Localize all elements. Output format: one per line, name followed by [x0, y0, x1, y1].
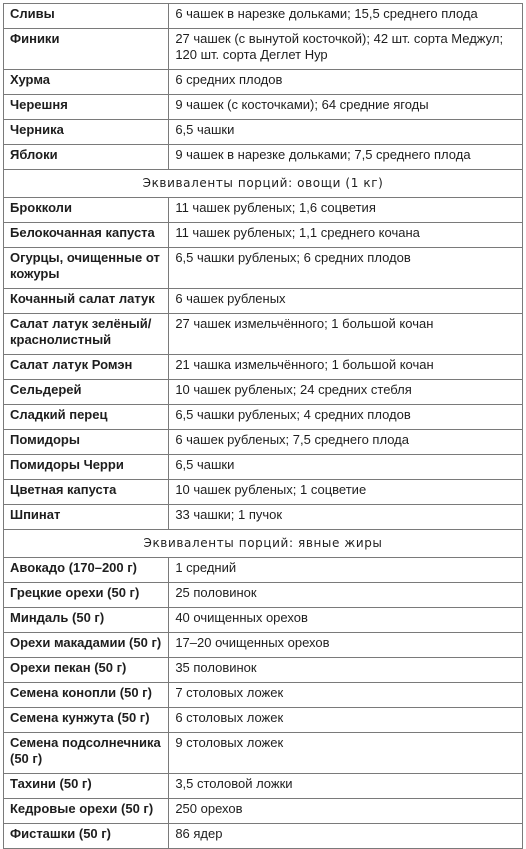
food-name: Миндаль (50 г)	[4, 608, 169, 633]
portion-value: 11 чашек рубленых; 1,6 соцветия	[169, 198, 523, 223]
portion-value: 10 чашек рубленых; 24 средних стебля	[169, 380, 523, 405]
portion-value: 6 чашек в нарезке дольками; 15,5 среднего плода	[169, 4, 523, 29]
portion-value: 250 орехов	[169, 799, 523, 824]
food-name: Кочанный салат латук	[4, 289, 169, 314]
table-row	[4, 29, 523, 70]
food-name: Яблоки	[4, 145, 169, 170]
table-row	[4, 658, 523, 683]
table-row	[4, 355, 523, 380]
food-name: Салат латук Ромэн	[4, 355, 169, 380]
portion-value: 6 столовых ложек	[169, 708, 523, 733]
table-row	[4, 95, 523, 120]
table-row	[4, 430, 523, 455]
table-row	[4, 380, 523, 405]
section-header-row	[4, 170, 523, 198]
portion-value: 17–20 очищенных орехов	[169, 633, 523, 658]
table-row	[4, 248, 523, 289]
portion-value: 6,5 чашки	[169, 120, 523, 145]
portion-value: 40 очищенных орехов	[169, 608, 523, 633]
section-header-row	[4, 530, 523, 558]
food-name: Семена подсолнечника (50 г)	[4, 733, 169, 774]
food-name: Фисташки (50 г)	[4, 824, 169, 849]
table-row	[4, 583, 523, 608]
portion-value: 6,5 чашки рубленых; 6 средних плодов	[169, 248, 523, 289]
table-row	[4, 405, 523, 430]
food-name: Шпинат	[4, 505, 169, 530]
table-row	[4, 289, 523, 314]
table-row	[4, 799, 523, 824]
table-body	[4, 4, 523, 849]
table-row	[4, 683, 523, 708]
portion-value: 3,5 столовой ложки	[169, 774, 523, 799]
food-name: Кедровые орехи (50 г)	[4, 799, 169, 824]
food-name: Грецкие орехи (50 г)	[4, 583, 169, 608]
portion-value: 6,5 чашки рубленых; 4 средних плодов	[169, 405, 523, 430]
table-row	[4, 198, 523, 223]
food-name: Семена конопли (50 г)	[4, 683, 169, 708]
table-row	[4, 733, 523, 774]
food-name: Орехи макадамии (50 г)	[4, 633, 169, 658]
portion-value: 27 чашек (с вынутой косточкой); 42 шт. сорта Меджул; 120 шт. сорта Деглет Нур	[169, 29, 523, 70]
food-name: Помидоры	[4, 430, 169, 455]
food-name: Сладкий перец	[4, 405, 169, 430]
food-name: Сливы	[4, 4, 169, 29]
portion-value: 1 средний	[169, 558, 523, 583]
portion-value: 6,5 чашки	[169, 455, 523, 480]
food-name: Брокколи	[4, 198, 169, 223]
food-name: Салат латук зелёный/ краснолистный	[4, 314, 169, 355]
table-row	[4, 455, 523, 480]
table-row	[4, 633, 523, 658]
table-row	[4, 314, 523, 355]
table-row	[4, 708, 523, 733]
table-row	[4, 480, 523, 505]
table-row	[4, 558, 523, 583]
table-row	[4, 70, 523, 95]
portion-value: 10 чашек рубленых; 1 соцветие	[169, 480, 523, 505]
portion-value: 6 чашек рубленых; 7,5 среднего плода	[169, 430, 523, 455]
portion-value: 27 чашек измельчённого; 1 большой кочан	[169, 314, 523, 355]
portion-value: 6 средних плодов	[169, 70, 523, 95]
table-row	[4, 608, 523, 633]
food-name: Черника	[4, 120, 169, 145]
portion-equivalents-table	[3, 3, 523, 849]
table-row	[4, 774, 523, 799]
portion-value: 9 чашек в нарезке дольками; 7,5 среднего плода	[169, 145, 523, 170]
food-name: Черешня	[4, 95, 169, 120]
food-name: Финики	[4, 29, 169, 70]
portion-value: 6 чашек рубленых	[169, 289, 523, 314]
table-row	[4, 120, 523, 145]
portion-value: 7 столовых ложек	[169, 683, 523, 708]
food-name: Помидоры Черри	[4, 455, 169, 480]
table-row	[4, 223, 523, 248]
food-name: Белокочанная капуста	[4, 223, 169, 248]
portion-value: 35 половинок	[169, 658, 523, 683]
food-name: Хурма	[4, 70, 169, 95]
food-name: Семена кунжута (50 г)	[4, 708, 169, 733]
portion-value: 25 половинок	[169, 583, 523, 608]
food-name: Орехи пекан (50 г)	[4, 658, 169, 683]
section-title: Эквиваленты порций: овощи (1 кг)	[4, 170, 523, 198]
portion-value: 9 чашек (с косточками); 64 средние ягоды	[169, 95, 523, 120]
portion-value: 86 ядер	[169, 824, 523, 849]
table-row	[4, 824, 523, 849]
table-row	[4, 505, 523, 530]
portion-value: 9 столовых ложек	[169, 733, 523, 774]
food-name: Сельдерей	[4, 380, 169, 405]
food-name: Тахини (50 г)	[4, 774, 169, 799]
portion-equivalents-table-wrapper	[3, 3, 523, 849]
food-name: Цветная капуста	[4, 480, 169, 505]
table-row	[4, 4, 523, 29]
food-name: Авокадо (170–200 г)	[4, 558, 169, 583]
table-row	[4, 145, 523, 170]
portion-value: 21 чашка измельчённого; 1 большой кочан	[169, 355, 523, 380]
food-name: Огурцы, очищенные от кожуры	[4, 248, 169, 289]
portion-value: 11 чашек рубленых; 1,1 среднего кочана	[169, 223, 523, 248]
section-title: Эквиваленты порций: явные жиры	[4, 530, 523, 558]
portion-value: 33 чашки; 1 пучок	[169, 505, 523, 530]
